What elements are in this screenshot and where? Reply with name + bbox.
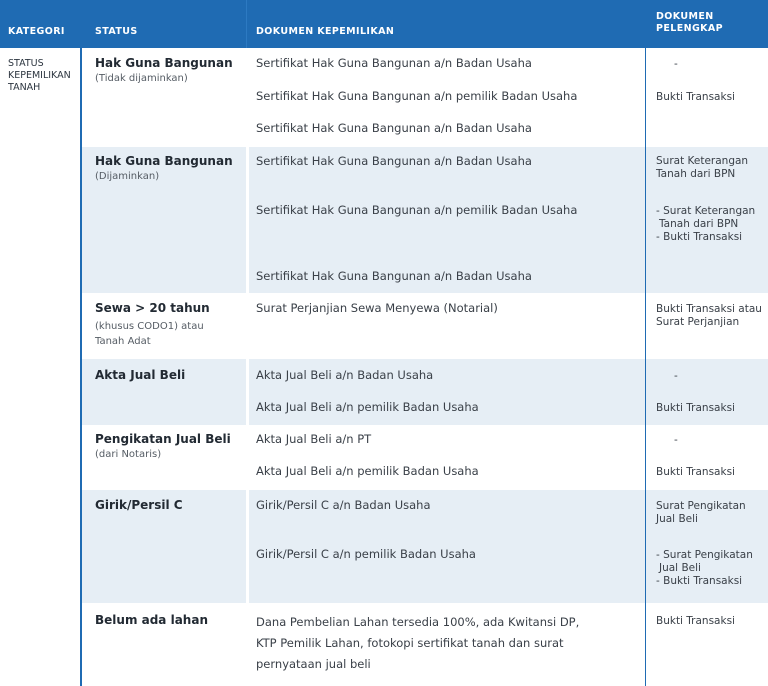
dokumen-line: Dana Pembelian Lahan tersedia 100%, ada Kwitansi DP, (256, 615, 580, 629)
dokumen-item: Sertifikat Hak Guna Bangunan a/n pemilik Badan Usaha (256, 89, 578, 103)
dokumen-item: Akta Jual Beli a/n PT (256, 432, 372, 446)
pelengkap-item: Bukti Transaksi (656, 466, 735, 478)
status-title: Belum ada lahan (95, 613, 208, 627)
header-divider-status (246, 0, 247, 48)
pelengkap-line: Tanah dari BPN (656, 168, 736, 180)
pelengkap-item: Bukti Transaksi (656, 615, 735, 627)
kategori-line: TANAH (8, 82, 41, 93)
pelengkap-line: - Bukti Transaksi (656, 231, 743, 243)
pelengkap-line: - Surat Pengikatan (656, 549, 753, 561)
pelengkap-item (656, 155, 764, 181)
status-subtitle: (Tidak dijaminkan) (95, 73, 188, 84)
pelengkap-item (656, 549, 764, 588)
status-cell (95, 55, 245, 86)
pelengkap-item (656, 205, 764, 244)
pelengkap-item (656, 303, 764, 329)
pelengkap-item: - (674, 434, 678, 446)
pelengkap-line: Jual Beli (659, 562, 701, 574)
status-title: Girik/Persil C (95, 498, 183, 512)
dokumen-item: Girik/Persil C a/n pemilik Badan Usaha (256, 547, 476, 561)
header-dokumen-pelengkap-line1: DOKUMEN (656, 11, 714, 22)
status-title: Hak Guna Bangunan (95, 56, 233, 70)
column-divider-status (246, 48, 249, 686)
status-cell (95, 431, 245, 462)
row-separator (82, 145, 768, 147)
kategori-line: KEPEMILIKAN (8, 70, 71, 81)
pelengkap-item: - (674, 370, 678, 382)
dokumen-item: Akta Jual Beli a/n pemilik Badan Usaha (256, 464, 479, 478)
status-cell (95, 497, 245, 513)
pelengkap-line: Surat Perjanjian (656, 316, 740, 328)
pelengkap-line: Surat Pengikatan (656, 500, 746, 512)
status-title: Sewa > 20 tahun (95, 301, 210, 315)
pelengkap-line: Tanah dari BPN (659, 218, 739, 230)
row-separator (82, 357, 768, 359)
column-divider-pelengkap (645, 0, 646, 686)
kategori-cell (8, 58, 78, 94)
status-title: Hak Guna Bangunan (95, 154, 233, 168)
kategori-line: STATUS (8, 58, 44, 69)
status-subtitle: (khusus CODO1) atau (95, 321, 204, 332)
status-subtitle: (Dijaminkan) (95, 171, 160, 182)
status-title: Pengikatan Jual Beli (95, 432, 231, 446)
dokumen-item: Akta Jual Beli a/n Badan Usaha (256, 368, 434, 382)
dokumen-line: KTP Pemilik Lahan, fotokopi sertifikat tanah dan surat (256, 636, 564, 650)
header-status: STATUS (95, 26, 138, 37)
header-kategori: KATEGORI (8, 26, 65, 37)
table-header (0, 0, 768, 48)
pelengkap-line: Jual Beli (656, 513, 698, 525)
column-divider-kategori (80, 0, 82, 686)
dokumen-item (256, 612, 641, 675)
header-dokumen-pelengkap (656, 11, 723, 35)
pelengkap-line: Surat Keterangan (656, 155, 749, 167)
dokumen-item: Sertifikat Hak Guna Bangunan a/n Badan Usaha (256, 121, 532, 135)
pelengkap-line: Bukti Transaksi atau (656, 303, 762, 315)
pelengkap-item: Bukti Transaksi (656, 91, 735, 103)
dokumen-item: Sertifikat Hak Guna Bangunan a/n Badan Usaha (256, 56, 532, 70)
status-cell (95, 612, 245, 628)
row-separator (82, 488, 768, 490)
status-cell (95, 153, 245, 184)
status-subtitle: Tanah Adat (95, 336, 151, 347)
status-title: Akta Jual Beli (95, 368, 186, 382)
pelengkap-item (656, 500, 764, 526)
row-separator (82, 425, 768, 427)
row-separator (82, 603, 768, 605)
dokumen-item: Sertifikat Hak Guna Bangunan a/n Badan Usaha (256, 154, 532, 168)
status-cell (95, 300, 245, 349)
row-separator (82, 293, 768, 295)
dokumen-item: Surat Perjanjian Sewa Menyewa (Notarial) (256, 301, 498, 315)
status-cell (95, 367, 245, 383)
dokumen-item: Sertifikat Hak Guna Bangunan a/n Badan Usaha (256, 269, 532, 283)
status-subtitle: (dari Notaris) (95, 449, 162, 460)
header-dokumen-kepemilikan: DOKUMEN KEPEMILIKAN (256, 26, 395, 37)
pelengkap-line: - Surat Keterangan (656, 205, 756, 217)
dokumen-item: Girik/Persil C a/n Badan Usaha (256, 498, 431, 512)
dokumen-item: Sertifikat Hak Guna Bangunan a/n pemilik Badan Usaha (256, 203, 578, 217)
pelengkap-item: - (674, 58, 678, 70)
pelengkap-line: - Bukti Transaksi (656, 575, 743, 587)
dokumen-item: Akta Jual Beli a/n pemilik Badan Usaha (256, 400, 479, 414)
dokumen-line: pernyataan jual beli (256, 657, 371, 671)
header-dokumen-pelengkap-line2: PELENGKAP (656, 23, 724, 34)
pelengkap-item: Bukti Transaksi (656, 402, 735, 414)
